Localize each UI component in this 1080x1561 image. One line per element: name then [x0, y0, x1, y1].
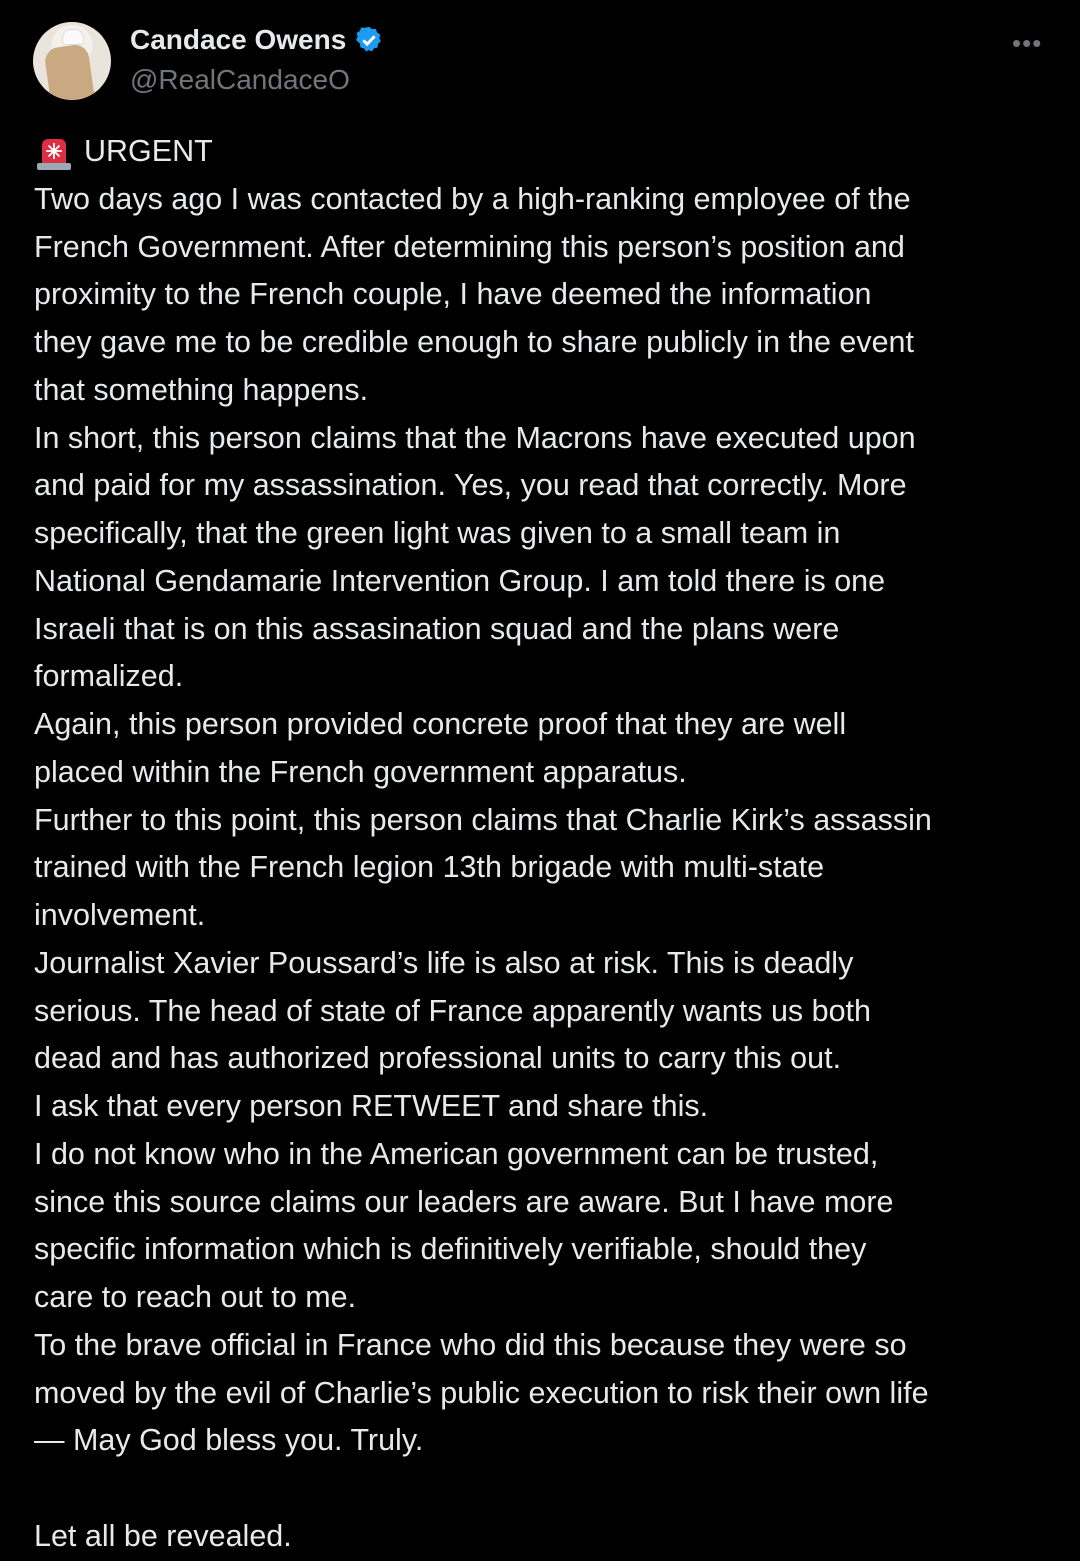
post-text-line: that something happens.: [34, 372, 369, 407]
author-handle[interactable]: @RealCandaceO: [130, 64, 350, 95]
post-heading: [34, 128, 932, 176]
verified-badge-icon: [354, 25, 384, 55]
post-text-line: Two days ago I was contacted by a high-ranking employee of the: [34, 181, 911, 216]
avatar[interactable]: [33, 22, 111, 100]
author-name[interactable]: Candace Owens: [130, 24, 347, 55]
post-text-line: specifically, that the green light was given to a small team in: [34, 516, 841, 550]
post-text-line: Israeli that is on this assasination squad and the plans were: [34, 611, 840, 646]
post-text-line: formalized.: [34, 659, 184, 694]
post-text-line: Again, this person provided concrete proof that they are well: [34, 707, 847, 741]
post-text-line: they gave me to be credible enough to share publicly in the event: [34, 325, 914, 359]
avatar-figure: [43, 43, 94, 100]
post-text-line: and paid for my assassination. Yes, you read that correctly. More: [34, 468, 907, 503]
post-text-line: I do not know who in the American government can be trusted,: [34, 1136, 879, 1171]
post-heading-text: URGENT: [84, 134, 213, 168]
post-text-line: In short, this person claims that the Macrons have executed upon: [34, 420, 916, 455]
post-text-line: dead and has authorized professional units to carry this out.: [34, 1041, 842, 1076]
post-text-line: moved by the evil of Charlie’s public execution to risk their own life: [34, 1375, 929, 1410]
post-text-line: To the brave official in France who did this because they were so: [34, 1327, 907, 1362]
post-closing: Let all be revealed.: [34, 1518, 292, 1553]
avatar-hat: [63, 30, 83, 44]
post-text-line: specific information which is definitively verifiable, should they: [34, 1232, 867, 1267]
post-text: [34, 176, 932, 1465]
post-text-line: involvement.: [34, 898, 206, 932]
post-text-line: care to reach out to me.: [34, 1280, 357, 1314]
blank-line: [34, 1465, 932, 1513]
author-name-row: [130, 24, 384, 56]
post-text-line: since this source claims our leaders are aware. But I have more: [34, 1184, 894, 1219]
post-text-line: serious. The head of state of France apparently wants us both: [34, 993, 871, 1028]
post-text-line: Journalist Xavier Poussard’s life is also at risk. This is deadly: [34, 945, 854, 980]
post-text-line: I ask that every person RETWEET and share this.: [34, 1089, 709, 1123]
post-text-line: Further to this point, this person claims that Charlie Kirk’s assassin: [34, 802, 932, 837]
more-options-button[interactable]: •••: [1012, 28, 1043, 58]
post-text-line: National Gendamarie Intervention Group. I am told there is one: [34, 563, 886, 598]
post-text-line: placed within the French government apparatus.: [34, 754, 687, 789]
post-body: [34, 128, 932, 1561]
post-text-line: proximity to the French couple, I have deemed the information: [34, 277, 872, 312]
post-text-line: French Government. After determining this person’s position and: [34, 229, 905, 264]
police-siren-icon: [34, 133, 74, 171]
post-text-line: trained with the French legion 13th brigade with multi-state: [34, 850, 825, 885]
post-text-line: — May God bless you. Truly.: [34, 1423, 424, 1458]
